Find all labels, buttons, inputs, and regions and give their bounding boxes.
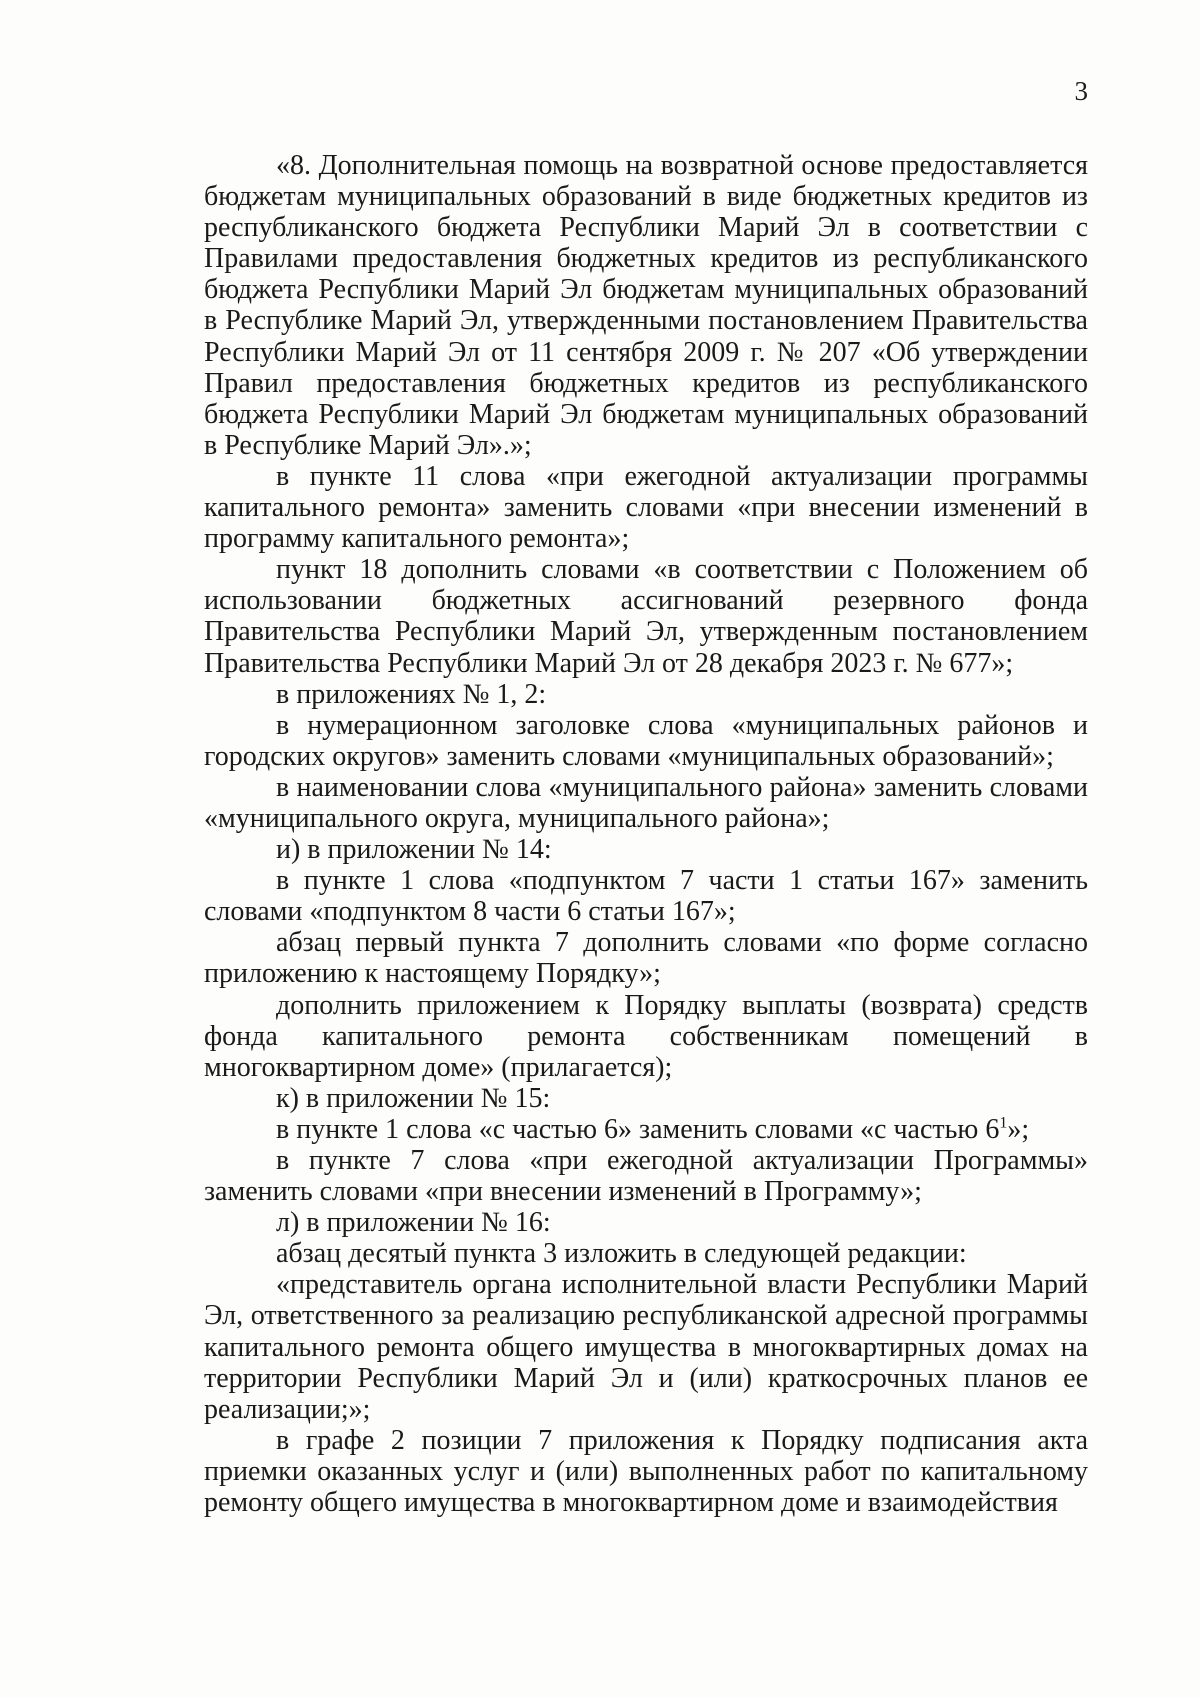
paragraph-text: в пункте 1 слова «с частью 6» заменить словами «с частью 6 (276, 1113, 1000, 1145)
paragraph: и) в приложении № 14: (276, 834, 552, 866)
document-body (204, 150, 1088, 1518)
paragraph: в приложениях № 1, 2: (276, 678, 547, 710)
paragraph: в пункте 1 слова «подпунктом 7 части 1 статьи 167» заменить словами «подпунктом 8 части 6 статьи 167»; (204, 865, 1088, 928)
paragraph: пункт 18 дополнить словами «в соответствии с Положением об использовании бюджетных ассигнований резервного фонда Правительства Республики Марий Эл, утвержденным постановлением Правительства Республики Марий Эл от 28 декабря 2023 г. № 677»; (204, 554, 1088, 679)
paragraph: абзац десятый пункта 3 изложить в следующей редакции: (276, 1238, 967, 1270)
paragraph: л) в приложении № 16: (276, 1207, 551, 1239)
paragraph: в наименовании слова «муниципального района» заменить словами «муниципального округа, муниципального района»; (204, 771, 1088, 834)
superscript: 1 (999, 1114, 1008, 1132)
paragraph: в нумерационном заголовке слова «муниципальных районов и городских округов» заменить словами «муниципальных образований»; (204, 709, 1088, 772)
paragraph-text-end: »; (1007, 1113, 1030, 1145)
paragraph-with-superscript (204, 1114, 1088, 1145)
paragraph: «представитель органа исполнительной власти Республики Марий Эл, ответственного за реализацию республиканской адресной программы капитального ремонта общего имущества в многоквартирных домах на территории Республики Марий Эл и (или) краткосрочных планов ее реализации;»; (204, 1269, 1088, 1425)
paragraph: в пункте 7 слова «при ежегодной актуализации Программы» заменить словами «при внесении изменений в Программу»; (204, 1145, 1088, 1208)
paragraph: в графе 2 позиции 7 приложения к Порядку подписания акта приемки оказанных услуг и (или) выполненных работ по капитальному ремонту общего имущества в многоквартирном доме и взаимодействия (204, 1424, 1088, 1519)
page-number: 3 (1074, 76, 1088, 106)
paragraph: в пункте 11 слова «при ежегодной актуализации программы капитального ремонта» заменить словами «при внесении изменений в программу капитального ремонта»; (204, 460, 1088, 555)
paragraph: «8. Дополнительная помощь на возвратной основе предоставляется бюджетам муниципальных образований в виде бюджетных кредитов из республиканского бюджета Республики Марий Эл в соответствии с Правилами предоставления бюджетных кредитов из республиканского бюджета Республики Марий Эл бюджетам муниципальных образований в Республике Марий Эл, утвержденными постановлением Правительства Республики Марий Эл от 11 сентября 2009 г. № 207 «Об утверждении Правил предоставления бюджетных кредитов из республиканского бюджета Республики Марий Эл бюджетам муниципальных образований в Республике Марий Эл».»; (204, 150, 1088, 461)
paragraph: к) в приложении № 15: (276, 1082, 551, 1114)
paragraph: дополнить приложением к Порядку выплаты (возврата) средств фонда капитального ремонта собственникам помещений в многоквартирном доме» (прилагается); (204, 989, 1088, 1083)
paragraph: абзац первый пункта 7 дополнить словами «по форме согласно приложению к настоящему Порядку»; (204, 927, 1088, 990)
